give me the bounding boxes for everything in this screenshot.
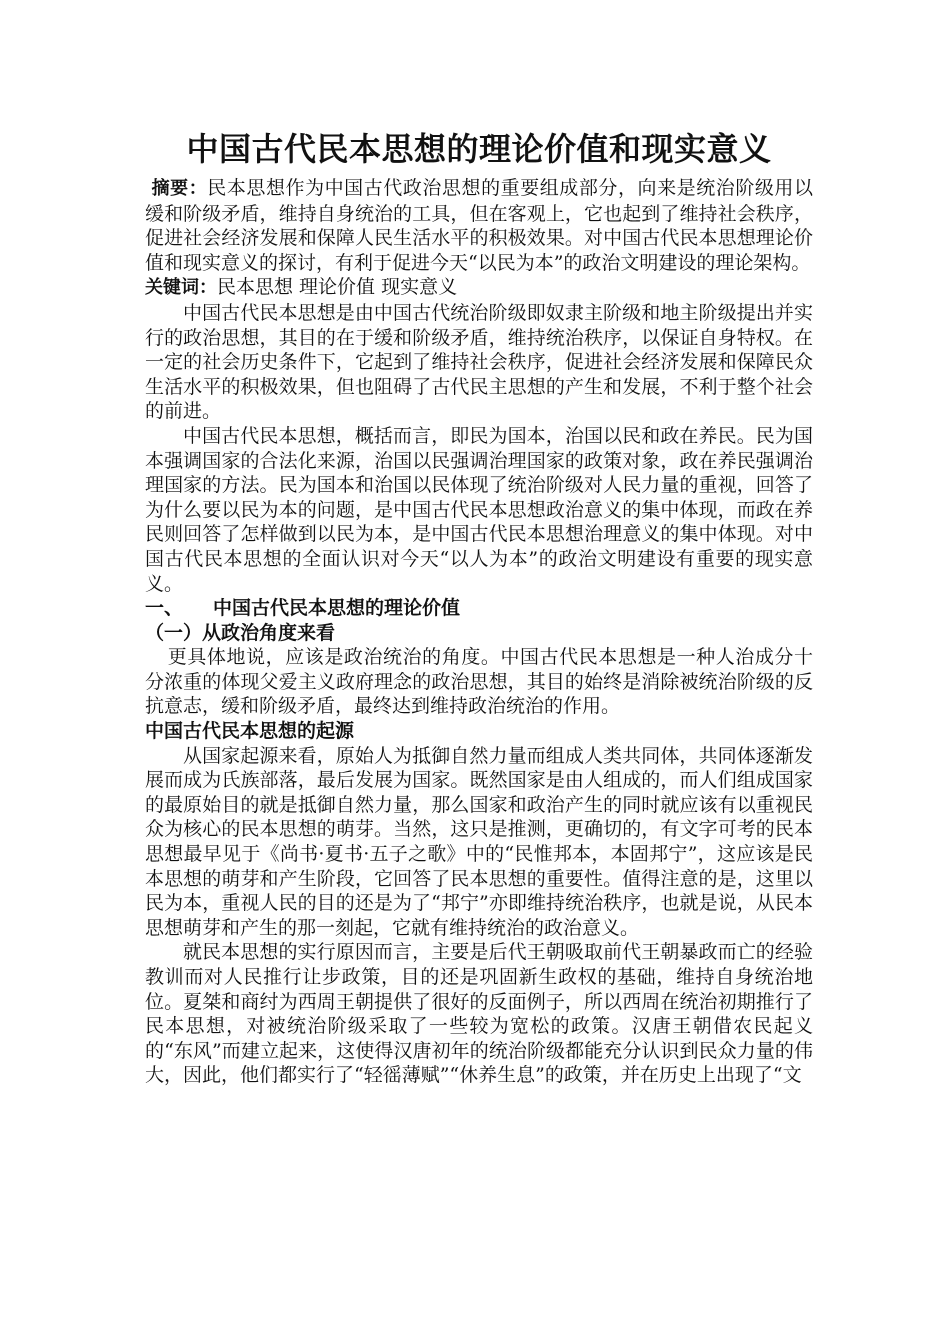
keywords-label: 关键词： (145, 277, 217, 299)
paragraph-3: 更具体地说，应该是政治统治的角度。中国古代民本思想是一种人治成分十分浓重的体现父爱主义政府理念的政治思想，其目的始终是消除被统治阶级的反抗意志，缓和阶级矛盾，最终达到维持政治统治的作用。 (145, 646, 813, 718)
keywords (145, 275, 813, 301)
paragraph-4: 从国家起源来看，原始人为抵御自然力量而组成人类共同体，共同体逐渐发展而成为氏族部落，最后发展为国家。既然国家是由人组成的，而人们组成国家的最原始目的就是抵御自然力量，那么国家和政治产生的同时就应该有以重视民众为核心的民本思想的萌芽。当然，这只是推测，更确切的，有文字可考的民本思想最早见于《尚书·夏书·五子之歌》中的“民惟邦本，本固邦宁”，这应该是民本思想的萌芽和产生阶段，它回答了民本思想的重要性。值得注意的是，这里以民为本，重视人民的目的还是为了“邦宁”亦即维持统治秩序，也就是说，从民本思想萌芽和产生的那一刻起，它就有维持统治的政治意义。 (145, 744, 813, 939)
paragraph-2: 中国古代民本思想，概括而言，即民为国本，治国以民和政在养民。民为国本强调国家的合法化来源，治国以民强调治理国家的政策对象，政在养民强调治理国家的方法。民为国本和治国以民体现了统治阶级对人民力量的重视，回答了为什么要以民为本的问题，是中国古代民本思想政治意义的集中体现，而政在养民则回答了怎样做到以民为本，是中国古代民本思想治理意义的集中体现。对中国古代民本思想的全面认识对今天“以人为本”的政治文明建设有重要的现实意义。 (145, 424, 813, 595)
abstract-text: 民本思想作为中国古代政治思想的重要组成部分，向来是统治阶级用以缓和阶级矛盾，维持自身统治的工具，但在客观上，它也起到了维持社会秩序，促进社会经济发展和保障人民生活水平的积极效果。对中国古代民本思想理论价值和现实意义的探讨，有利于促进今天“以民为本”的政治文明建设的理论架构。 (145, 177, 813, 274)
paragraph-1: 中国古代民本思想是由中国古代统治阶级即奴隶主阶级和地主阶级提出并实行的政治思想，其目的在于缓和阶级矛盾，维持统治秩序，以保证自身特权。在一定的社会历史条件下，它起到了维持社会秩序，促进社会经济发展和保障民众生活水平的积极效果，但也阻碍了古代民主思想的产生和发展，不利于整个社会的前进。 (145, 301, 813, 423)
subsection-heading: （一）从政治角度来看 (145, 621, 336, 644)
keywords-text: 民本思想 理论价值 现实意义 (217, 276, 458, 299)
document-title: 中国古代民本思想的理论价值和现实意义 (186, 130, 772, 168)
section-heading-text: 中国古代民本思想的理论价值 (213, 597, 461, 620)
document-body (145, 126, 813, 1088)
paragraph-5: 就民本思想的实行原因而言，主要是后代王朝吸取前代王朝暴政而亡的经验教训而对人民推行让步政策，目的还是巩固新生政权的基础，维持自身统治地位。夏桀和商纣为西周王朝提供了很好的反面例子，所以西周在统治初期推行了民本思想，对被统治阶级采取了一些较为宽松的政策。汉唐王朝借农民起义的“东风”而建立起来，这使得汉唐初年的统治阶级都能充分认识到民众力量的伟大，因此，他们都实行了“轻徭薄赋”“休养生息”的政策，并在历史上出现了“文 (145, 941, 813, 1087)
section-heading-number: 一、 (145, 597, 184, 620)
topic-heading: 中国古代民本思想的起源 (145, 720, 355, 743)
section-heading-1 (145, 596, 813, 621)
abstract-label: 摘要： (151, 178, 208, 199)
abstract (145, 176, 813, 275)
